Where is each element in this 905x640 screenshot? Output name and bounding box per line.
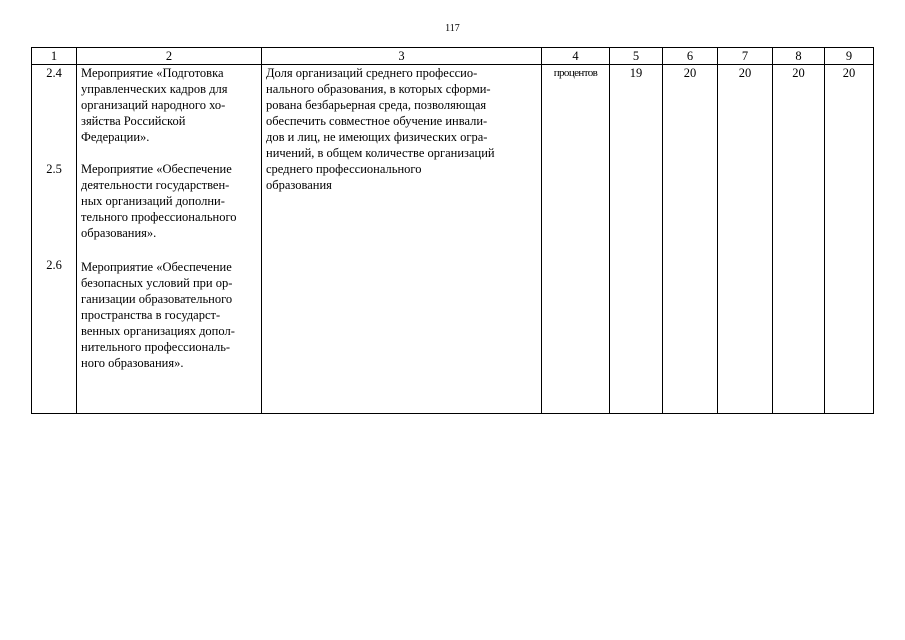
item-number-2-5: 2.5 [46,162,62,176]
activity-line: ных организаций дополни- [81,194,225,208]
indicator-line: дов и лиц, не имеющих физических огра- [266,130,488,144]
activity-line: ного образования». [81,356,184,370]
activity-line: зяйства Российской [81,114,186,128]
indicator-line: ничений, в общем количестве организаций [266,146,495,160]
item-number-cell [32,65,77,414]
value-cell-9: 20 [825,65,874,414]
page-number: 117 [445,23,460,34]
column-header-9: 9 [825,48,874,65]
activity-cell [77,65,262,414]
unit-cell: процентов [542,65,610,414]
column-header-6: 6 [663,48,718,65]
activity-2-4 [81,65,259,145]
column-header-4: 4 [542,48,610,65]
value-cell-7: 20 [718,65,773,414]
indicator-line: среднего профессионального [266,162,422,176]
column-header-7: 7 [718,48,773,65]
activity-line: ганизации образовательного [81,292,233,306]
activity-2-5 [81,161,259,241]
indicator-cell [262,65,542,414]
indicator-line: рована безбарьерная среда, позволяющая [266,98,487,112]
item-number-2-6: 2.6 [46,258,62,272]
column-header-1: 1 [32,48,77,65]
activity-line: образования». [81,226,157,240]
activity-line: Мероприятие «Обеспечение [81,162,232,176]
activity-line: нительного профессиональ- [81,340,231,354]
activity-line: венных организациях допол- [81,324,235,338]
indicator-line: обеспечить совместное обучение инвали- [266,114,488,128]
activity-2-6 [81,259,259,371]
activity-line: пространства в государст- [81,308,221,322]
indicator-line: нального образования, в которых сформи- [266,82,491,96]
activity-line: Федерации». [81,130,150,144]
column-header-3: 3 [262,48,542,65]
activity-line: Мероприятие «Обеспечение [81,260,232,274]
column-header-2: 2 [77,48,262,65]
activity-line: организаций народного хо- [81,98,226,112]
value-cell-8: 20 [773,65,825,414]
column-header-5: 5 [610,48,663,65]
activity-line: тельного профессионального [81,210,237,224]
table-row [32,65,874,414]
indicator-line: Доля организаций среднего профессио- [266,66,478,80]
activity-line: Мероприятие «Подготовка [81,66,224,80]
indicator-line: образования [266,178,332,192]
indicators-table [31,47,874,414]
activity-line: управленческих кадров для [81,82,228,96]
column-header-8: 8 [773,48,825,65]
column-number-row [32,48,874,65]
item-number-2-4: 2.4 [46,66,62,80]
activity-line: безопасных условий при ор- [81,276,233,290]
value-cell-5: 19 [610,65,663,414]
activity-line: деятельности государствен- [81,178,230,192]
value-cell-6: 20 [663,65,718,414]
